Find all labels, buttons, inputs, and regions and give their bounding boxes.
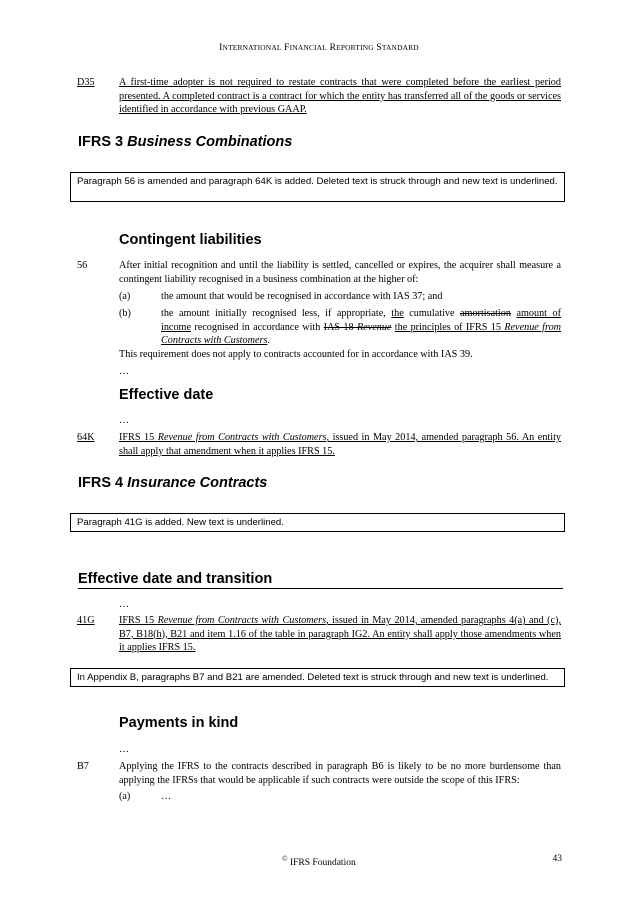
subheading-payments-in-kind: Payments in kind <box>119 715 239 731</box>
list-item-b: the amount initially recognised less, if appropriate, the cumulative amortisation amount of income recognised in accordance with IAS 18 Revenue the principles of IFRS 15 Revenue from Contracts with Customers. <box>161 308 562 347</box>
paragraph-number-41g: 41G <box>77 615 95 626</box>
header-cap: R <box>329 43 337 53</box>
ellipsis: … <box>119 744 130 755</box>
paragraph-number-d35: D35 <box>77 77 95 88</box>
paragraph-d35: A first-time adopter is not required to restate contracts that were completed before the earliest period presented. A completed contract is a contract for which the entity has transferred all of the goods or services identified in accordance with previous GAAP. <box>119 77 561 116</box>
header-cap: S <box>376 43 382 53</box>
amendment-note-box: Paragraph 56 is amended and paragraph 64K is added. Deleted text is struck through and new text is underlined. <box>70 172 565 202</box>
section-heading-ifrs3 <box>78 134 292 150</box>
header-cap: F <box>284 43 290 53</box>
paragraph-number-56: 56 <box>77 260 88 271</box>
subheading-effective-date-transition: Effective date and transition <box>78 571 273 587</box>
paragraph-number-64k: 64K <box>77 432 95 443</box>
heading-rule <box>78 588 563 589</box>
ellipsis: … <box>119 415 130 426</box>
paragraph-41g: IFRS 15 Revenue from Contracts with Customers, issued in May 2014, amended paragraphs 4(a) and (c), B7, B18(h), B21 and item 1.16 of the table in paragraph IG2. An entity shall apply those amendments when it applies IFRS 15. <box>119 615 561 654</box>
list-label-a: (a) <box>119 291 131 302</box>
subheading-contingent-liabilities: Contingent liabilities <box>119 232 262 248</box>
running-header <box>0 41 638 56</box>
list-label-a: (a) <box>119 791 131 802</box>
header-smallcaps: INANCIAL <box>289 43 327 52</box>
paragraph-56-tail: This requirement does not apply to contracts accounted for in accordance with IAS 39. <box>119 349 473 360</box>
heading-title: Business Combinations <box>127 134 293 150</box>
footer-organisation: IFRS Foundation <box>287 858 356 869</box>
subheading-effective-date: Effective date <box>119 387 214 403</box>
list-item-a: … <box>161 791 172 802</box>
deleted-text: amortisation <box>460 308 511 319</box>
heading-prefix: IFRS 4 <box>78 475 128 491</box>
inserted-text: the principles of IFRS 15 <box>394 321 505 333</box>
list-item-a: the amount that would be recognised in accordance with IAS 37; and <box>161 291 443 302</box>
section-heading-ifrs4 <box>78 475 267 491</box>
ellipsis: … <box>119 366 130 377</box>
deleted-text: IAS 18 <box>323 321 357 333</box>
page-number: 43 <box>552 854 562 864</box>
amendment-note-box: In Appendix B, paragraphs B7 and B21 are amended. Deleted text is struck through and new text is underlined. <box>70 668 565 687</box>
ellipsis: … <box>119 599 130 610</box>
paragraph-number-b7: B7 <box>77 761 89 772</box>
inserted-text: amount of income <box>161 308 561 333</box>
header-smallcaps: TANDARD <box>381 43 419 52</box>
copyright-symbol: © <box>282 855 288 863</box>
inserted-text: the <box>391 308 404 319</box>
header-cap: I <box>219 43 223 53</box>
header-smallcaps: EPORTING <box>336 43 374 52</box>
list-label-b: (b) <box>119 308 131 319</box>
amendment-note-box: Paragraph 41G is added. New text is underlined. <box>70 513 565 532</box>
paragraph-64k: IFRS 15 Revenue from Contracts with Customers, issued in May 2014, amended paragraph 56. An entity shall apply that amendment when it applies IFRS 15. <box>119 432 561 457</box>
deleted-text: Revenue <box>356 321 392 333</box>
paragraph-b7: Applying the IFRS to the contracts described in paragraph B6 is likely to be no more burdensome than applying the IFRSs that would be applicable if such contracts were outside the scope of this IFRS: <box>119 761 561 786</box>
heading-prefix: IFRS 3 <box>78 134 128 150</box>
inserted-text: Revenue from Contracts with Customers <box>161 321 562 347</box>
header-smallcaps: NTERNATIONAL <box>222 43 282 52</box>
heading-title: Insurance Contracts <box>127 475 268 491</box>
paragraph-56: After initial recognition and until the liability is settled, cancelled or expires, the acquirer shall measure a contingent liability recognised in a business combination at the higher of: <box>119 260 561 285</box>
